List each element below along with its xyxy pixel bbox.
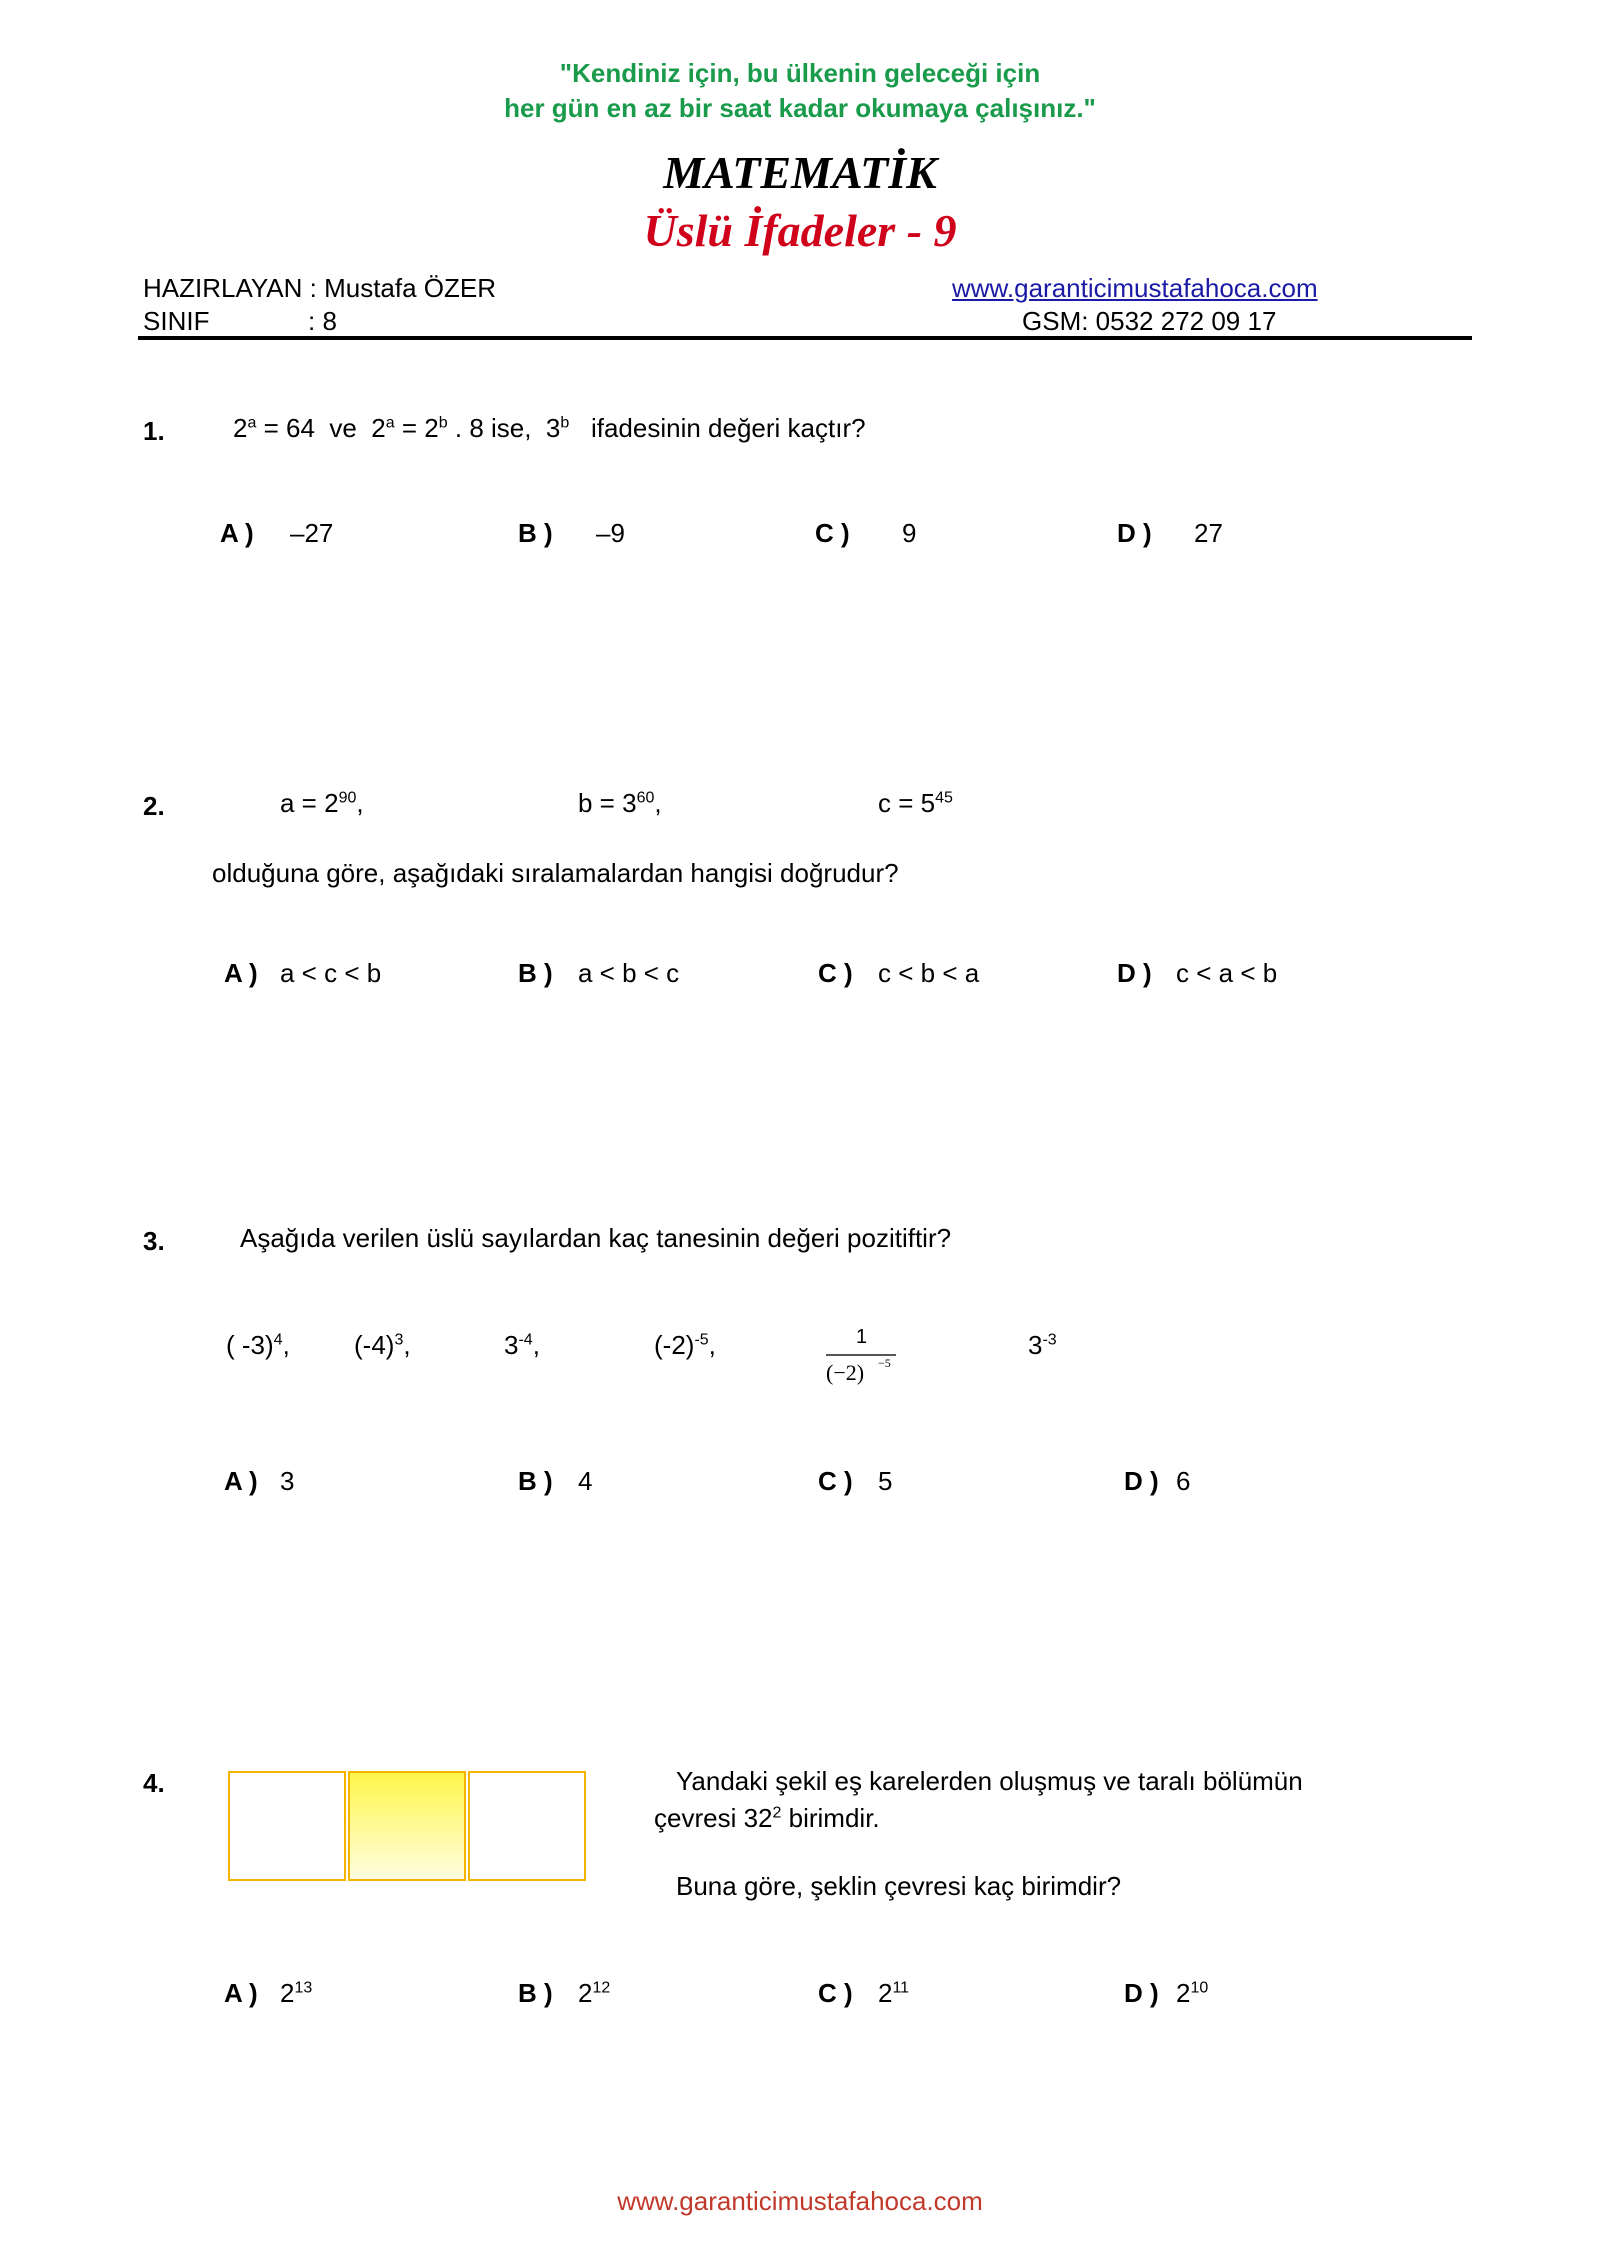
q1-option-c-label: C ) [815,518,850,548]
q2-number: 2. [143,791,165,821]
q4-option-d-value[interactable]: $2^{10}$ [1176,1978,1209,2008]
q2-option-c-value[interactable]: c < b < a [878,958,980,988]
class-label: SINIF [143,306,210,336]
q2-option-c-label: C ) [818,958,853,988]
class-value: : 8 [308,306,337,336]
q1-number: 1. [143,416,165,446]
q3-option-b-value[interactable]: 4 [578,1466,593,1496]
q2-expr-a: $a = 2^{90}$, [280,788,364,818]
q3-option-c-value[interactable]: 5 [878,1466,893,1496]
q4-text-2-sup: 2 [772,1804,782,1822]
q3-option-c-label: C ) [818,1466,853,1496]
q4-text-line-2 [654,1803,880,1834]
q1-option-d-value[interactable]: 27 [1194,518,1223,548]
q3-expr-6: $3^{-3}$ [1028,1330,1057,1360]
q3-option-a-label: A ) [224,1466,258,1496]
q3-option-d-value[interactable]: 6 [1176,1466,1191,1496]
q2-question: olduğuna göre, aşağıdaki sıralamalardan hangisi doğrudur? [212,858,899,888]
square-shaded [348,1771,466,1881]
q2-option-b-label: B ) [518,958,553,988]
q3-option-a-value[interactable]: 3 [280,1466,295,1496]
q2-expr-b: $b = 3^{60}$, [578,788,662,818]
q4-option-b-label: B ) [518,1978,553,2008]
q2-option-a-value[interactable]: a < c < b [280,958,382,988]
q2-option-d-value[interactable]: c < a < b [1176,958,1278,988]
q3-option-d-label: D ) [1124,1466,1159,1496]
fraction-numerator: 1 [856,1326,868,1348]
q4-option-c-label: C ) [818,1978,853,2008]
gsm-number: GSM: 0532 272 09 17 [1022,306,1277,336]
q4-option-b-value[interactable]: $2^{12}$ [578,1978,611,2008]
header-divider [138,336,1472,340]
square-left [228,1771,346,1881]
q4-question: Buna göre, şeklin çevresi kaç birimdir? [676,1871,1122,1901]
q2-expr-c: $c = 5^{45}$ [878,788,953,818]
q1-statement: $2^a = 64$ ve $2^a = 2^b$ . 8 ise, 3$^b$ ifadesinin değeri kaçtır? [233,413,866,443]
q4-text-2a: çevresi 32 [654,1803,773,1833]
q4-number: 4. [143,1768,165,1798]
q2-option-a-label: A ) [224,958,258,988]
q4-text-2b: birimdir. [781,1803,880,1833]
q4-text-line-1: Yandaki şekil eş karelerden oluşmuş ve taralı bölümün [676,1766,1303,1796]
q2-option-d-label: D ) [1117,958,1152,988]
q2-option-b-value[interactable]: a < b < c [578,958,680,988]
q3-expr-2: $(-4)^3$, [354,1330,411,1360]
q3-expr-3: $3^{-4}$, [504,1330,540,1360]
q1-option-c-value[interactable]: 9 [902,518,917,548]
q3-option-b-label: B ) [518,1466,553,1496]
footer-website[interactable]: www.garanticimustafahoca.com [617,2186,983,2216]
square-right [468,1771,586,1881]
q1-option-b-label: B ) [518,518,553,548]
q1-option-a-label: A ) [220,518,254,548]
fraction-exponent: −5 [878,1356,891,1370]
q1-option-b-value[interactable]: –9 [596,518,625,548]
q4-option-c-value[interactable]: $2^{11}$ [878,1978,910,2008]
q3-expr-1: ( -3)$^4$, [226,1330,290,1360]
page-title: MATEMATİK [663,147,937,198]
page-subtitle: Üslü İfadeler - 9 [643,205,957,256]
q4-option-a-label: A ) [224,1978,258,2008]
q4-option-a-value[interactable]: $2^{13}$ [280,1978,313,2008]
q3-question: Aşağıda verilen üslü sayılardan kaç tanesinin değeri pozitiftir? [240,1223,952,1253]
q3-expr-4: $(-2)^{-5}$, [654,1330,716,1360]
quote-line-1: "Kendiniz için, bu ülkenin geleceği için [559,58,1041,88]
q1-option-d-label: D ) [1117,518,1152,548]
author-label: HAZIRLAYAN : Mustafa ÖZER [143,273,497,303]
q1-option-a-value[interactable]: –27 [290,518,334,548]
q3-number: 3. [143,1226,165,1256]
q3-expr-5-fraction [826,1326,896,1396]
fraction-denominator: (−2) [826,1360,865,1385]
website-link[interactable]: www.garanticimustafahoca.com [952,273,1318,303]
quote-line-2: her gün en az bir saat kadar okumaya çalışınız." [504,93,1096,123]
q4-option-d-label: D ) [1124,1978,1159,2008]
squares-figure [228,1771,588,1883]
